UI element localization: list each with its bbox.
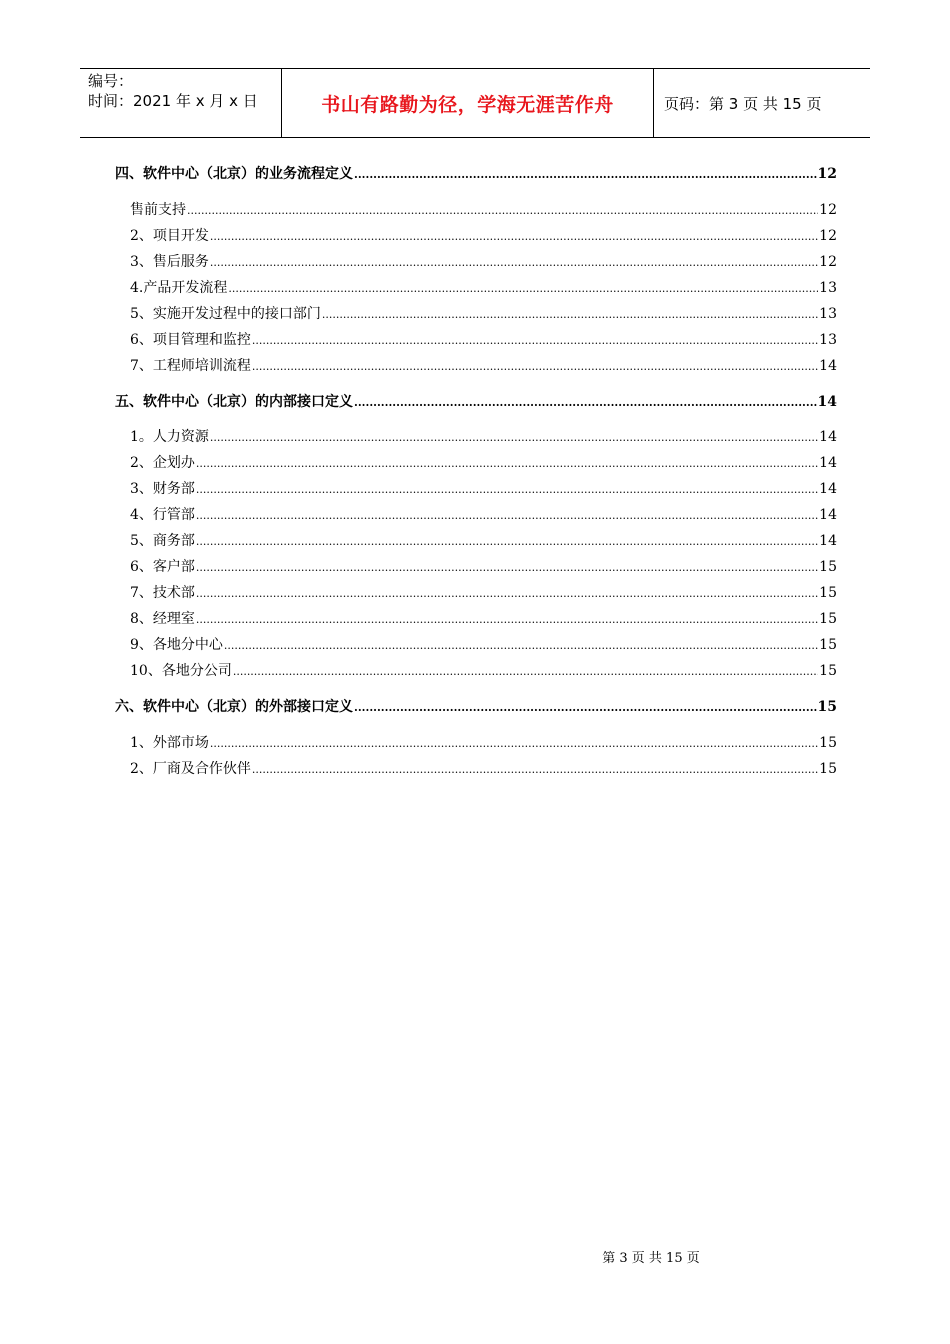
toc-entry-page: 12: [819, 254, 837, 270]
toc-entry-page: 13: [819, 280, 837, 296]
time-label: 时间：2021 年 x 月 x 日: [88, 92, 258, 110]
toc-entry-page: 15: [819, 611, 837, 627]
toc-entry-page: 14: [819, 533, 837, 549]
toc-entry[interactable]: [130, 583, 837, 604]
toc-entry[interactable]: [130, 557, 837, 578]
toc-entry-label: 3、售后服务: [130, 254, 209, 270]
toc-entry[interactable]: [130, 330, 837, 351]
toc-entry-label: 4、行管部: [130, 507, 195, 523]
toc-entry[interactable]: [130, 304, 837, 325]
toc-entry-label: 1。人力资源: [130, 429, 209, 445]
toc-entry-page: 15: [819, 637, 837, 653]
toc-entry-page: 15: [819, 761, 837, 777]
page-header: [80, 68, 870, 138]
toc-entry-label: 2、企划办: [130, 455, 195, 471]
toc-dot-leader: [233, 661, 818, 682]
toc-dot-leader: [210, 226, 818, 247]
toc-entry-page: 15: [819, 663, 837, 679]
toc-entry[interactable]: [130, 356, 837, 377]
toc-dot-leader: [354, 164, 817, 185]
toc-entry-page: 12: [819, 202, 837, 218]
header-motto: 书山有路勤为径，学海无涯苦作舟: [282, 69, 654, 137]
toc-entry[interactable]: [130, 226, 837, 247]
page-footer: 第 3 页 共 15 页: [602, 1251, 700, 1266]
toc-entry-label: 7、技术部: [130, 585, 195, 601]
toc-entry-label: 10、各地分公司: [130, 663, 232, 679]
toc-dot-leader: [252, 356, 818, 377]
toc-entry-page: 12: [817, 166, 837, 182]
toc-entry-page: 15: [819, 585, 837, 601]
toc-entry[interactable]: [130, 609, 837, 630]
toc-entry-label: 2、项目开发: [130, 228, 209, 244]
toc-entry-label: 6、客户部: [130, 559, 195, 575]
toc-entry-label: 4.产品开发流程: [130, 280, 228, 296]
toc-dot-leader: [196, 557, 818, 578]
toc-dot-leader: [196, 609, 818, 630]
toc-entry-label: 9、各地分中心: [130, 637, 223, 653]
toc-entry[interactable]: [130, 200, 837, 221]
toc-dot-leader: [196, 453, 818, 474]
toc-entry-page: 14: [819, 429, 837, 445]
toc-entry-page: 14: [819, 507, 837, 523]
toc-entry[interactable]: [130, 479, 837, 500]
toc-dot-leader: [224, 635, 818, 656]
toc-entry-page: 13: [819, 332, 837, 348]
toc-dot-leader: [210, 427, 818, 448]
toc-entry-label: 6、项目管理和监控: [130, 332, 251, 348]
toc-entry-label: 六、软件中心（北京）的外部接口定义: [115, 699, 353, 715]
toc-dot-leader: [252, 330, 818, 351]
toc-entry-page: 12: [819, 228, 837, 244]
toc-entry-label: 8、经理室: [130, 611, 195, 627]
toc-section-5[interactable]: [115, 392, 837, 413]
toc-dot-leader: [252, 759, 818, 780]
toc-dot-leader: [354, 697, 817, 718]
toc-entry-page: 15: [819, 735, 837, 751]
toc-entry[interactable]: [130, 661, 837, 682]
toc-entry[interactable]: [130, 759, 837, 780]
toc-entry-label: 3、财务部: [130, 481, 195, 497]
toc-entry-label: 四、软件中心（北京）的业务流程定义: [115, 166, 353, 182]
toc-entry-page: 14: [817, 394, 837, 410]
toc-entry-page: 15: [817, 699, 837, 715]
toc-dot-leader: [196, 583, 818, 604]
toc-entry[interactable]: [130, 252, 837, 273]
toc-entry[interactable]: [130, 733, 837, 754]
toc-dot-leader: [196, 505, 818, 526]
toc-entry[interactable]: [130, 531, 837, 552]
toc-dot-leader: [210, 733, 818, 754]
toc-section-6[interactable]: [115, 697, 837, 718]
toc-dot-leader: [187, 200, 818, 221]
toc-entry-page: 14: [819, 481, 837, 497]
toc-entry-label: 2、厂商及合作伙伴: [130, 761, 251, 777]
toc-entry-page: 13: [819, 306, 837, 322]
number-label: 编号：: [88, 72, 134, 90]
header-page-info: 页码：第 3 页 共 15 页: [664, 94, 822, 113]
toc-entry-label: 5、实施开发过程中的接口部门: [130, 306, 321, 322]
toc-entry-label: 1、外部市场: [130, 735, 209, 751]
toc-entry-label: 售前支持: [130, 202, 186, 218]
toc-dot-leader: [354, 392, 817, 413]
toc-entry[interactable]: [130, 453, 837, 474]
toc-entry[interactable]: [130, 505, 837, 526]
toc-entry[interactable]: [130, 635, 837, 656]
toc-entry[interactable]: [130, 427, 837, 448]
toc-dot-leader: [210, 252, 818, 273]
toc-dot-leader: [196, 531, 818, 552]
toc-entry-page: 14: [819, 358, 837, 374]
toc-dot-leader: [228, 278, 818, 299]
toc-dot-leader: [322, 304, 818, 325]
toc-section-4[interactable]: [115, 164, 837, 185]
toc-entry-page: 15: [819, 559, 837, 575]
header-meta-cell: [80, 69, 282, 137]
toc-entry-label: 五、软件中心（北京）的内部接口定义: [115, 394, 353, 410]
toc-entry-page: 14: [819, 455, 837, 471]
toc-entry-label: 5、商务部: [130, 533, 195, 549]
toc-entry[interactable]: [130, 278, 837, 299]
toc-entry-label: 7、工程师培训流程: [130, 358, 251, 374]
toc-dot-leader: [196, 479, 818, 500]
